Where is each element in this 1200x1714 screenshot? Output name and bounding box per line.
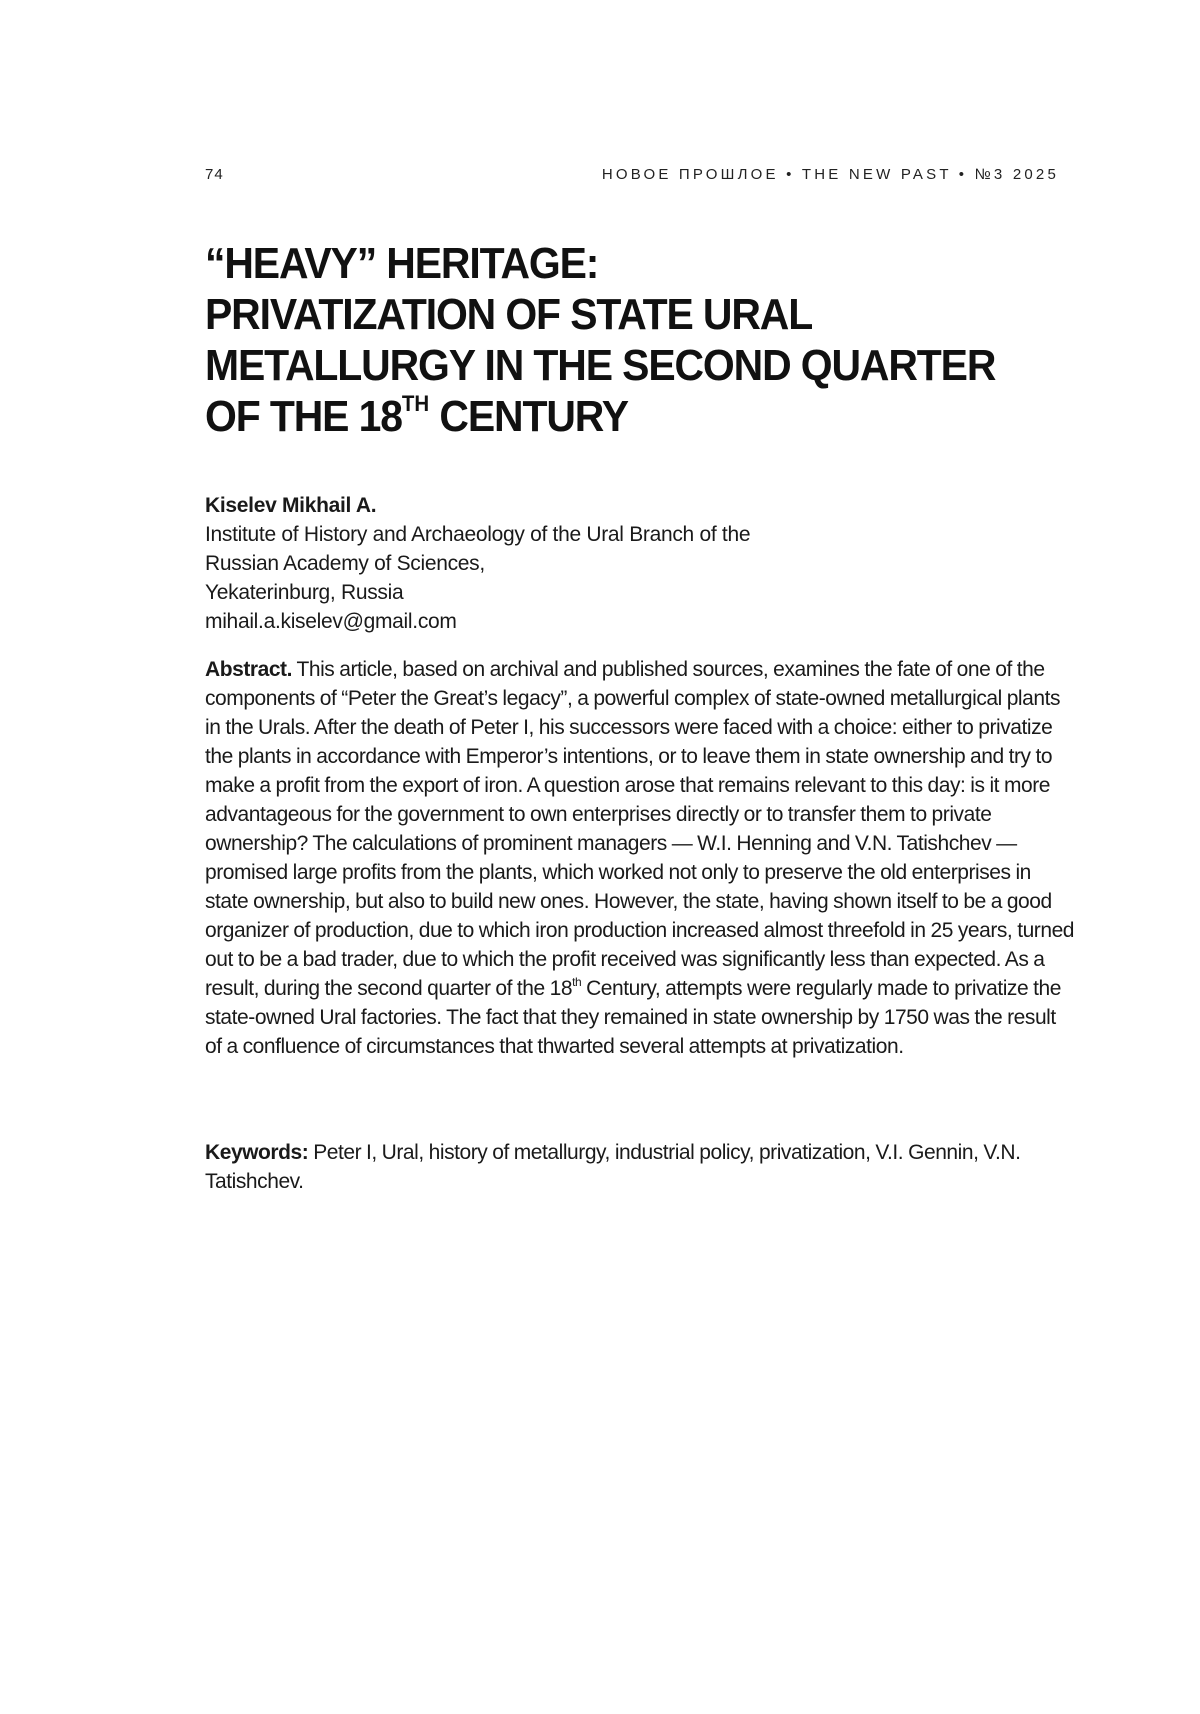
abstract-text-part-1: This article, based on archival and published sources, examines the fate of one of the components of “Peter the Great’s legacy”, a powerful complex of state-owned metallurgical plants in the Urals. After the death of Peter I, his successors were faced with a choice: either to privatize the plants in accordance with Emperor’s intentions, or to leave them in state ownership and try to make a profit from the export of iron. A question arose that remains relevant to this day: is it more advantageous for the government to own enterprises directly or to transfer them to private ownership? The calculations of prominent managers — W.I. Henning and V.N. Tatishchev — promised large profits from the plants, which worked not only to preserve the old enterprises in state ownership, but also to build new ones. However, the state, having shown itself to be a good organizer of production, due to which iron production increased almost threefold in 25 years, turned out to be a bad trader, due to which the profit received was significantly less than expected. As a result, during the second quarter of the 18 [205, 658, 1074, 1000]
title-line-4-suffix: CENTURY [429, 392, 628, 441]
abstract-label: Abstract. [205, 658, 292, 681]
author-block [205, 491, 750, 636]
author-affiliation-line-2: Russian Academy of Sciences, [205, 549, 750, 578]
author-location: Yekaterinburg, Russia [205, 578, 750, 607]
abstract-superscript: th [572, 975, 581, 989]
author-name: Kiselev Mikhail A. [205, 491, 750, 520]
keywords-label: Keywords: [205, 1141, 308, 1164]
title-line-2: PRIVATIZATION OF STATE URAL [205, 289, 1042, 340]
title-superscript: TH [402, 391, 429, 416]
article-title [205, 238, 1042, 442]
title-line-1: “HEAVY” HERITAGE: [205, 238, 1042, 289]
author-email: mihail.a.kiselev@gmail.com [205, 607, 750, 636]
title-line-4 [205, 391, 1042, 442]
title-line-3: METALLURGY IN THE SECOND QUARTER [205, 340, 1042, 391]
abstract-paragraph [205, 655, 1075, 1061]
keywords-paragraph [205, 1138, 1075, 1196]
title-line-4-prefix: OF THE 18 [205, 392, 402, 441]
author-affiliation-line-1: Institute of History and Archaeology of the Ural Branch of the [205, 520, 750, 549]
running-header: НОВОЕ ПРОШЛОЕ • THE NEW PAST • №3 2025 [602, 166, 1059, 183]
page-number: 74 [205, 166, 224, 183]
keywords-text: Peter I, Ural, history of metallurgy, industrial policy, privatization, V.I. Gennin, V.N. Tatishchev. [205, 1141, 1020, 1193]
abstract-text-part-2: Century, attempts were regularly made to privatize the state-owned Ural factories. The fact that they remained in state ownership by 1750 was the result of a confluence of circumstances that thwarted several attempts at privatization. [205, 977, 1061, 1058]
